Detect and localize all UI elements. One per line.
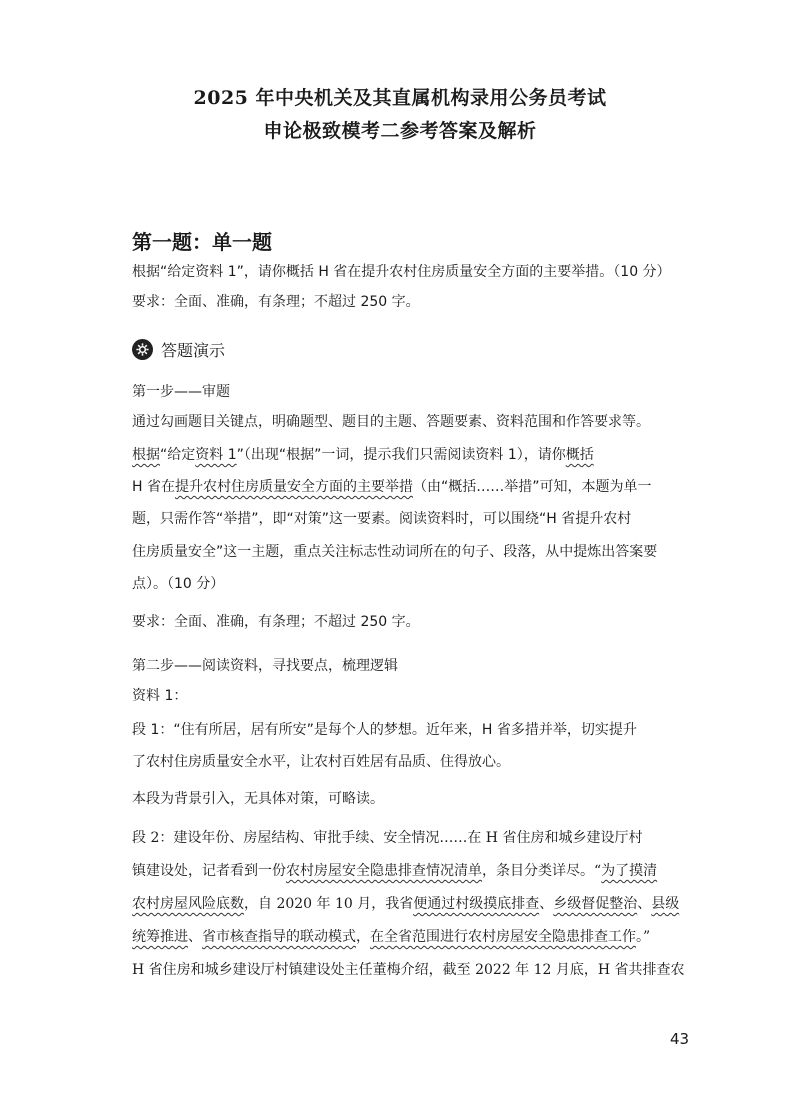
keyword-checklist: 农村房屋安全隐患排查情况清单	[286, 863, 482, 879]
keyword-topic: 提升农村住房质量安全方面的主要举措	[174, 479, 413, 495]
material-para1-line2: 了农村住房质量安全水平，让农村百姓居有品质、住得放心。	[132, 754, 510, 770]
step2-title: 第二步——阅读资料，寻找要点，梳理逻辑	[132, 658, 398, 674]
keyword-moqing: 为了摸清	[601, 863, 658, 879]
step1-para2-line3: 题，只需作答“举措”，即“对策”这一要素。阅读资料时，可以围绕“H 省提升农村	[132, 511, 632, 527]
question-prompt: 根据“给定资料 1”，请你概括 H 省在提升农村住房质量安全方面的主要举措。（10 分）	[132, 264, 671, 280]
demo-heading: 答题演示	[161, 341, 226, 360]
text-segment: ，	[356, 929, 370, 945]
keyword-linkage: 省市核查指导的联动模式	[202, 929, 356, 945]
step1-para2-line5: 点）。（10 分）	[132, 576, 225, 592]
page-number: 43	[670, 1030, 690, 1048]
text-segment: “给定	[160, 447, 196, 463]
text-segment: （由“概括……举措”可知，本题为单一	[412, 479, 652, 495]
material-para2-line2	[132, 861, 657, 881]
material-label: 资料 1：	[132, 688, 188, 704]
material-para2-line3	[132, 894, 679, 914]
keyword-county: 县级	[651, 896, 680, 912]
text-segment: 、	[539, 896, 554, 912]
gear-icon	[132, 339, 153, 360]
keyword-gaikuo: 概括	[565, 447, 594, 463]
text-segment: ，条目分类详尽。“	[482, 863, 602, 879]
text-segment: H 省在	[132, 479, 175, 495]
text-segment: 镇建设处，记者看到一份	[132, 863, 286, 879]
text-segment: ，自 2020 年 10 月，我省	[244, 896, 414, 912]
material-para2-line5: H 省住房和城乡建设厅村镇建设处主任董梅介绍，截至 2022 年 12 月底，H 省共排查农	[132, 962, 685, 978]
step1-requirement: 要求：全面、准确，有条理；不超过 250 字。	[132, 614, 420, 630]
material-para2-line1: 段 2：建设年份、房屋结构、审批手续、安全情况……在 H 省住房和城乡建设厅村	[132, 830, 643, 846]
text-segment: 、	[188, 929, 202, 945]
step1-para1: 通过勾画题目关键点，明确题型、题目的主题、答题要素、资料范围和作答要求等。	[132, 414, 650, 430]
step1-title: 第一步——审题	[132, 384, 230, 400]
document-title-line2: 申论极致模考二参考答案及解析	[263, 120, 537, 142]
material-para1-line1: 段 1：“住有所居，居有所安”是每个人的梦想。近年来，H 省多措并举，切实提升	[132, 722, 637, 738]
text-segment: ”（出现“根据”一词，提示我们只需阅读资料 1），请你	[236, 447, 566, 463]
keyword-material: 资料 1	[195, 447, 237, 463]
keyword-province-wide: 在全省范围进行农村房屋安全隐患排查工作	[370, 929, 636, 945]
keyword-genju: 根据	[132, 447, 160, 463]
material-para2-line4	[132, 927, 650, 947]
keyword-village: 便通过村级摸底排查	[413, 896, 540, 912]
material-note: 本段为背景引入，无具体对策，可略读。	[132, 791, 384, 807]
question-requirement: 要求：全面、准确，有条理；不超过 250 字。	[132, 294, 420, 310]
question-heading: 第一题：单一题	[132, 230, 272, 254]
document-title-line1: 2025 年中央机关及其直属机构录用公务员考试	[193, 87, 607, 109]
demo-heading-row	[132, 338, 225, 361]
keyword-coordinate: 统筹推进	[132, 929, 188, 945]
text-segment: 。”	[636, 929, 651, 945]
keyword-risk: 农村房屋风险底数	[132, 896, 244, 912]
text-segment: 、	[637, 896, 652, 912]
step1-para2-line4: 住房质量安全”这一主题，重点关注标志性动词所在的句子、段落，从中提炼出答案要	[132, 544, 658, 560]
step1-para2-line2	[132, 477, 652, 497]
step1-para2-line1	[132, 445, 594, 465]
keyword-township: 乡级督促整治	[553, 896, 638, 912]
